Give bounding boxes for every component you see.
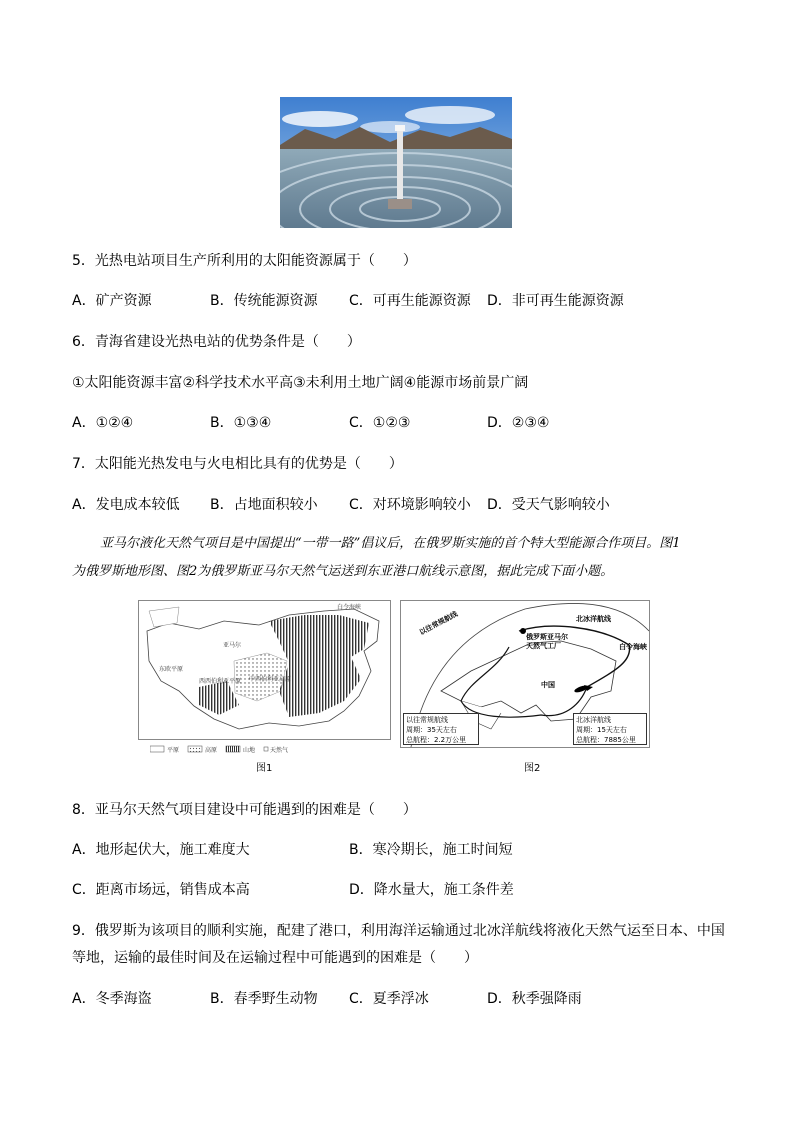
question-9-option-d: D．秋季强降雨 — [487, 991, 582, 1007]
question-7-option-a: A．发电成本较低 — [72, 497, 180, 513]
question-6-option-b: B．①③④ — [210, 415, 272, 431]
figure-2-caption: 图2 — [524, 763, 541, 774]
question-9-stem-line-2: 等地，运输的最佳时间及在运输过程中可能遇到的困难是（ ） — [72, 950, 478, 966]
legend-plain: 平原 — [167, 747, 180, 754]
question-8-option-c: C．距离市场远，销售成本高 — [72, 882, 250, 898]
question-7-option-d: D．受天气影响较小 — [487, 497, 610, 513]
fig2-label-factory-line2: 天然气工厂 — [526, 642, 561, 650]
fig1-label-yamal: 亚马尔 — [223, 642, 242, 649]
question-7-stem: 7．太阳能光热发电与火电相比具有的优势是（ ） — [72, 456, 403, 472]
fig2-label-china: 中国 — [541, 681, 555, 689]
old-route-info-box — [403, 713, 479, 745]
question-8-stem: 8．亚马尔天然气项目建设中可能遇到的困难是（ ） — [72, 802, 417, 818]
question-5-option-b: B．传统能源资源 — [210, 293, 318, 309]
question-5-option-c: C．可再生能源资源 — [349, 293, 471, 309]
question-6-conditions: ①太阳能资源丰富②科学技术水平高③未利用土地广阔④能源市场前景广阔 — [72, 375, 529, 391]
figure-2-shipping-route-map — [400, 600, 650, 748]
question-9-option-a: A．冬季海盗 — [72, 991, 152, 1007]
question-5-option-a: A．矿产资源 — [72, 293, 152, 309]
question-8-option-b: B．寒冷期长，施工时间短 — [349, 842, 513, 858]
question-6-option-c: C．①②③ — [349, 415, 411, 431]
passage-line-1: 亚马尔液化天然气项目是中国提出“一带一路”倡议后，在俄罗斯实施的首个特大型能源合作项目。图1 — [100, 536, 681, 551]
question-5-stem: 5．光热电站项目生产所利用的太阳能资源属于（ ） — [72, 253, 417, 269]
fig1-label-east-european-plain: 东欧平原 — [159, 666, 184, 673]
question-7-option-b: B．占地面积较小 — [210, 497, 318, 513]
question-8-option-a: A．地形起伏大，施工难度大 — [72, 842, 250, 858]
fig1-label-central-siberian-plateau: 中西伯利亚高原 — [249, 676, 292, 683]
legend-plateau: 高原 — [205, 747, 218, 754]
question-6-option-a: A．①②④ — [72, 415, 134, 431]
old-route-box-period: 周期：35天左右 — [406, 726, 457, 734]
north-route-info-box — [573, 713, 647, 745]
reading-passage — [72, 530, 722, 586]
north-route-box-distance: 总航程：7885公里 — [576, 736, 636, 744]
north-route-box-title: 北冰洋航线 — [576, 716, 611, 724]
legend-mountain: 山地 — [243, 747, 256, 754]
question-9-option-b: B．春季野生动物 — [210, 991, 318, 1007]
fig2-label-factory-line1: 俄罗斯亚马尔 — [526, 633, 568, 641]
old-route-box-title: 以往常规航线 — [406, 716, 448, 724]
figure-1-caption: 图1 — [256, 763, 273, 774]
fig2-label-old-route: 以往常规航线 — [418, 609, 460, 637]
solar-tower-photo — [280, 97, 512, 228]
figure-1-russia-terrain-map — [138, 600, 391, 740]
legend-gas: 天然气 — [270, 747, 289, 754]
north-route-box-period: 周期：15天左右 — [576, 726, 627, 734]
fig1-label-west-siberian-plain: 西西伯利亚平原 — [199, 678, 242, 685]
question-6-stem: 6．青海省建设光热电站的优势条件是（ ） — [72, 334, 361, 350]
question-8-option-d: D．降水量大，施工条件差 — [349, 882, 514, 898]
question-7-option-c: C．对环境影响较小 — [349, 497, 471, 513]
question-6-option-d: D．②③④ — [487, 415, 550, 431]
fig2-label-north-route: 北冰洋航线 — [576, 615, 611, 623]
passage-line-2: 为俄罗斯地形图、图2为俄罗斯亚马尔天然气运送到东亚港口航线示意图，据此完成下面小题。 — [72, 564, 614, 579]
question-5-option-d: D．非可再生能源资源 — [487, 293, 624, 309]
old-route-box-distance: 总航程：2.2万公里 — [406, 736, 467, 744]
fig2-label-bering: 白令海峡 — [619, 643, 647, 651]
fig1-label-bering: 白令海峡 — [337, 604, 362, 611]
question-9-option-c: C．夏季浮冰 — [349, 991, 429, 1007]
question-9-stem-line-1: 9．俄罗斯为该项目的顺利实施，配建了港口，利用海洋运输通过北冰洋航线将液化天然气运至日本、中国 — [72, 923, 725, 939]
figure-1-legend — [150, 742, 390, 752]
